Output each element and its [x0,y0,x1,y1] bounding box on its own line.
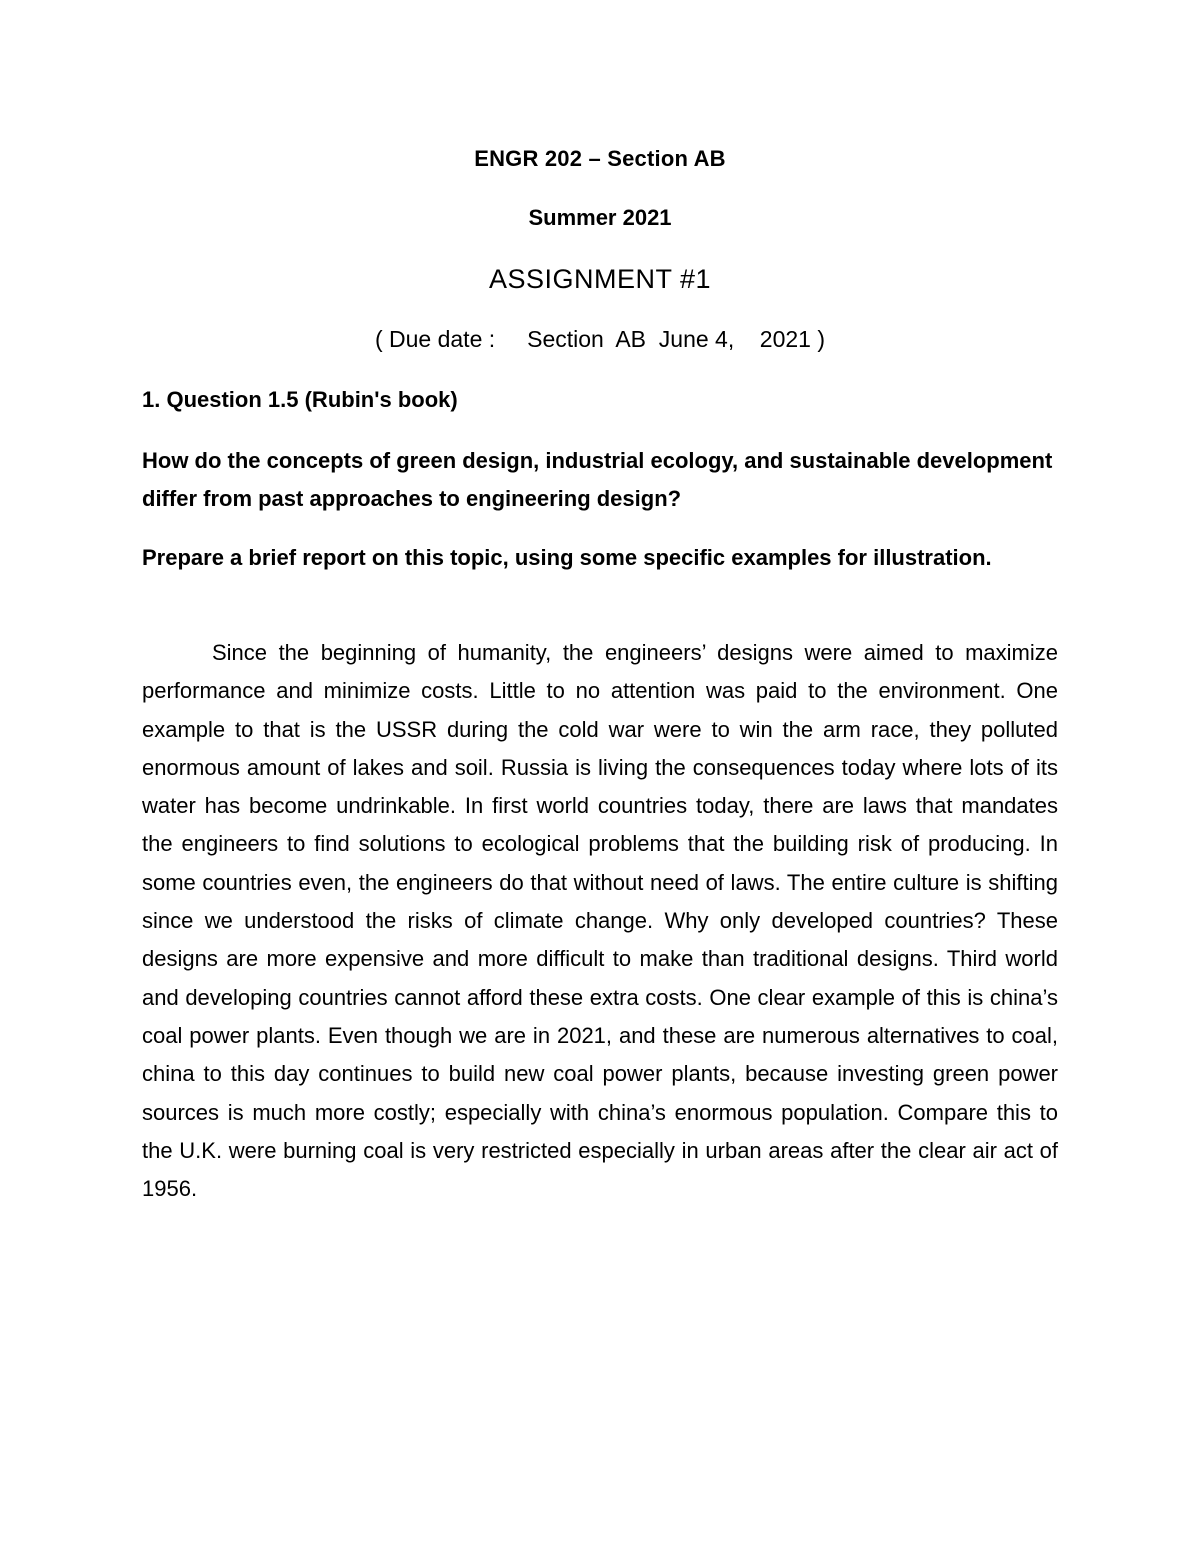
assignment-title: ASSIGNMENT #1 [488,264,712,294]
question-prompt: How do the concepts of green design, industrial ecology, and sustainable development differ from past approaches to engineering design? [142,448,1053,511]
question-heading: 1. Question 1.5 (Rubin's book) [142,387,458,412]
course-title: ENGR 202 – Section AB [474,146,726,171]
due-date: ( Due date : Section AB June 4, 2021 ) [374,326,826,352]
question-instruction: Prepare a brief report on this topic, using some specific examples for illustration. [142,545,992,570]
term-label: Summer 2021 [528,205,672,230]
answer-paragraph: Since the beginning of humanity, the engineers’ designs were aimed to maximize performance and minimize costs. Little to no attention was paid to the environment. One example to that is the USSR during the cold war were to win the arm race, they polluted enormous amount of lakes and soil. Russia is living the consequences today where lots of its water has become undrinkable. In first world countries today, there are laws that mandates the engineers to find solutions to ecological problems that the building risk of producing. In some countries even, the engineers do that without need of laws. The entire culture is shifting since we understood the risks of climate change. Why only developed countries? These designs are more expensive and more difficult to make than traditional designs. Third world and developing countries cannot afford these extra costs. One clear example of this is china’s coal power plants. Even though we are in 2021, and these are numerous alternatives to coal, china to this day continues to build new coal power plants, because investing green power sources is much more costly; especially with china’s enormous population. Compare this to the U.K. were burning coal is very restricted especially in urban areas after the clear air act of 1956. [142,640,1058,1202]
